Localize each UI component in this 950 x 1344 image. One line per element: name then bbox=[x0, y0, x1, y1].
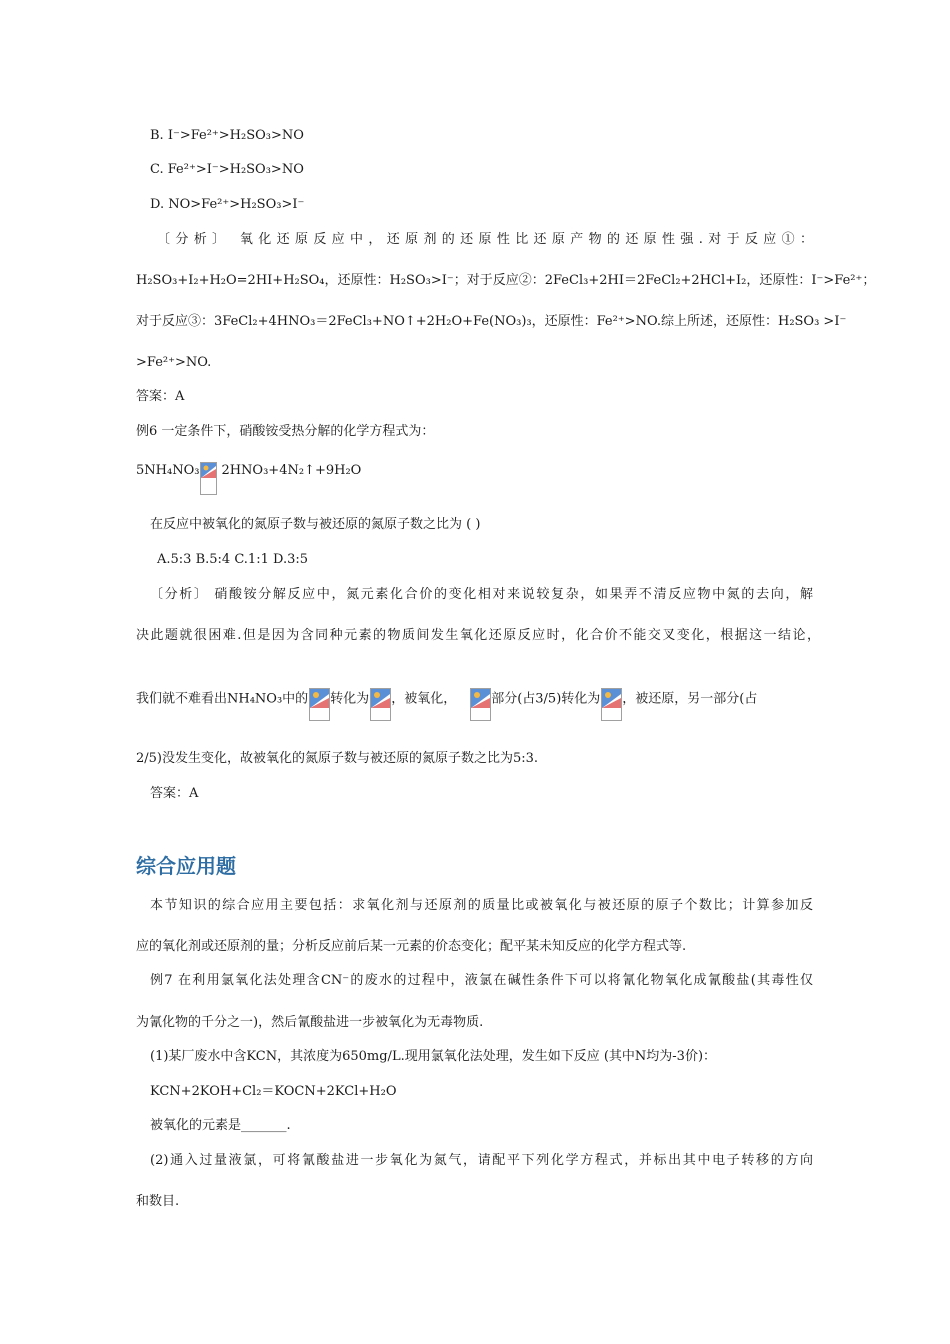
analysis-5-line-2: H₂SO₃+I₂+H₂O=2HI+H₂SO₄，还原性：H₂SO₃>I⁻；对于反应②：2FeCl₃+2HI＝2FeCl₂+2HCl+I₂，还原性：I⁻>Fe²⁺； bbox=[136, 273, 876, 288]
broken-image-icon bbox=[200, 462, 220, 496]
analysis-5-line-1: 〔分析〕 氧化还原反应中，还原剂的还原性比还原产物的还原性强.对于反应①： bbox=[157, 232, 813, 247]
option-c: C. Fe²⁺>I⁻>H₂SO₃>NO bbox=[150, 162, 304, 177]
analysis-6-line-2: 决此题就很困难.但是因为含同种元素的物质间发生氧化还原反应时，化合价不能交叉变化，根据这一结论， bbox=[136, 628, 820, 643]
analysis-6-line-1: 〔分析〕 硝酸铵分解反应中，氮元素化合价的变化相对来说较复杂，如果弄不清反应物中氮的去向，解 bbox=[150, 587, 813, 602]
analysis-text-segment: 我们就不难看出NH₄NO₃中的 bbox=[136, 691, 309, 707]
example-7-equation: KCN+2KOH+Cl₂＝KOCN+2KCl+H₂O bbox=[150, 1084, 397, 1099]
analysis-5-line-4: >Fe²⁺>NO. bbox=[136, 355, 212, 370]
analysis-text-segment: 转化为 bbox=[330, 691, 370, 707]
example-7-line-2: 为氰化物的千分之一)，然后氰酸盐进一步被氧化为无毒物质. bbox=[136, 1015, 484, 1030]
analysis-6-line-4: 2/5)没发生变化，故被氧化的氮原子数与被还原的氮原子数之比为5:3. bbox=[136, 751, 539, 766]
section-heading: 综合应用题 bbox=[136, 854, 236, 878]
broken-image-icon bbox=[601, 688, 621, 710]
analysis-6-line-3 bbox=[136, 688, 757, 711]
broken-image-icon bbox=[309, 688, 329, 710]
example-6-equation bbox=[136, 462, 361, 496]
analysis-text-segment: ，被还原，另一部分(占 bbox=[622, 691, 758, 707]
equation-products: 2HNO₃+4N₂↑+9H₂O bbox=[221, 463, 362, 478]
answer-5: 答案：A bbox=[136, 389, 185, 404]
option-b: B. I⁻>Fe²⁺>H₂SO₃>NO bbox=[150, 128, 304, 143]
example-7-question-1: (1)某厂废水中含KCN，其浓度为650mg/L.现用氯氧化法处理，发生如下反应 (其中N均为-3价)： bbox=[150, 1049, 717, 1064]
section-intro-line-1: 本节知识的综合应用主要包括：求氧化剂与还原剂的质量比或被氧化与被还原的原子个数比；计算参加反 bbox=[150, 898, 813, 913]
broken-image-icon bbox=[470, 688, 490, 710]
broken-image-icon bbox=[370, 688, 390, 710]
option-d: D. NO>Fe²⁺>H₂SO₃>I⁻ bbox=[150, 197, 305, 212]
answer-6: 答案：A bbox=[150, 786, 199, 801]
analysis-text-segment: 部分(占3/5)转化为 bbox=[491, 691, 601, 707]
example-7-question-2-line-1: (2)通入过量液氯，可将氰酸盐进一步氧化为氮气，请配平下列化学方程式，并标出其中电子转移的方向 bbox=[150, 1153, 813, 1168]
example-7-blank: 被氧化的元素是_______. bbox=[150, 1118, 291, 1133]
example-6-options: A.5:3 B.5:4 C.1:1 D.3:5 bbox=[157, 552, 308, 567]
section-intro-line-2: 应的氧化剂或还原剂的量；分析反应前后某一元素的价态变化；配平某未知反应的化学方程式等. bbox=[136, 939, 687, 954]
example-6-question: 在反应中被氧化的氮原子数与被还原的氮原子数之比为 ( ) bbox=[150, 517, 481, 532]
example-6-stem: 例6 一定条件下，硝酸铵受热分解的化学方程式为： bbox=[136, 424, 435, 439]
analysis-5-line-3: 对于反应③：3FeCl₂+4HNO₃＝2FeCl₃+NO↑+2H₂O+Fe(NO₃)₃，还原性：Fe²⁺>NO.综上所述，还原性：H₂SO₃ >I⁻ bbox=[136, 314, 847, 329]
example-7-question-2-line-2: 和数目. bbox=[136, 1194, 180, 1209]
example-7-line-1: 例7 在利用氯氧化法处理含CN⁻的废水的过程中，液氯在碱性条件下可以将氰化物氧化成氰酸盐(其毒性仅 bbox=[150, 973, 813, 988]
equation-reactants: 5NH₄NO₃ bbox=[136, 463, 200, 478]
analysis-text-segment: ，被氧化， bbox=[391, 691, 457, 707]
